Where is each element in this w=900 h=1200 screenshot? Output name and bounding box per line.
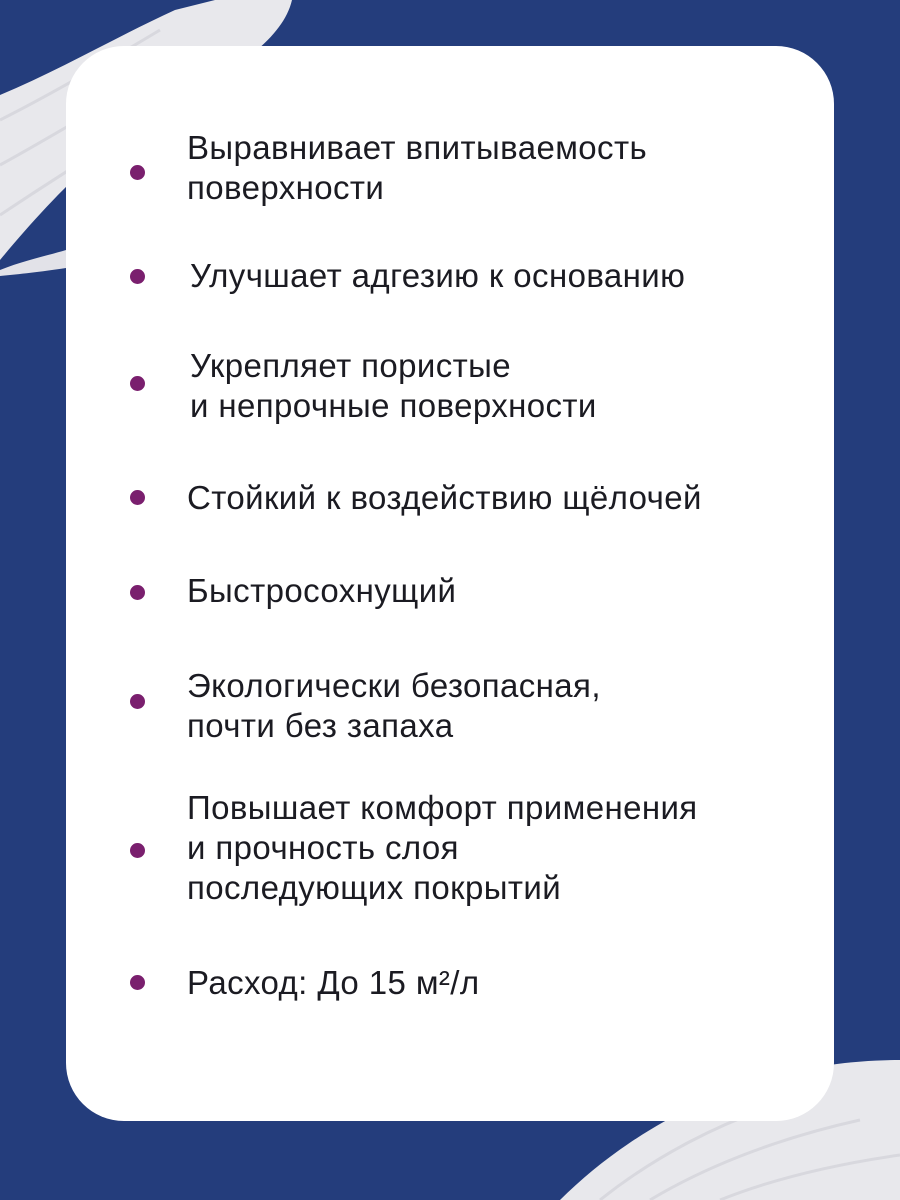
bullet-dot-icon	[130, 843, 145, 858]
feature-text: Выравнивает впитываемость поверхности	[187, 129, 648, 206]
features-card	[66, 46, 834, 1121]
bullet-dot-icon	[130, 269, 145, 284]
feature-text: Расход: До 15 м²/л	[187, 964, 480, 1001]
feature-text: Укрепляет пористые и непрочные поверхности	[190, 347, 597, 424]
bullet-dot-icon	[130, 376, 145, 391]
feature-text: Улучшает адгезию к основанию	[190, 257, 686, 294]
bullet-dot-icon	[130, 585, 145, 600]
bullet-dot-icon	[130, 975, 145, 990]
bullet-dot-icon	[130, 165, 145, 180]
feature-text: Стойкий к воздействию щёлочей	[187, 479, 702, 516]
feature-text: Быстросохнущий	[187, 572, 457, 609]
feature-text: Экологически безопасная, почти без запаха	[187, 667, 601, 744]
feature-text: Повышает комфорт применения и прочность слоя последующих покрытий	[187, 789, 698, 906]
bullet-dot-icon	[130, 490, 145, 505]
bullet-dot-icon	[130, 694, 145, 709]
